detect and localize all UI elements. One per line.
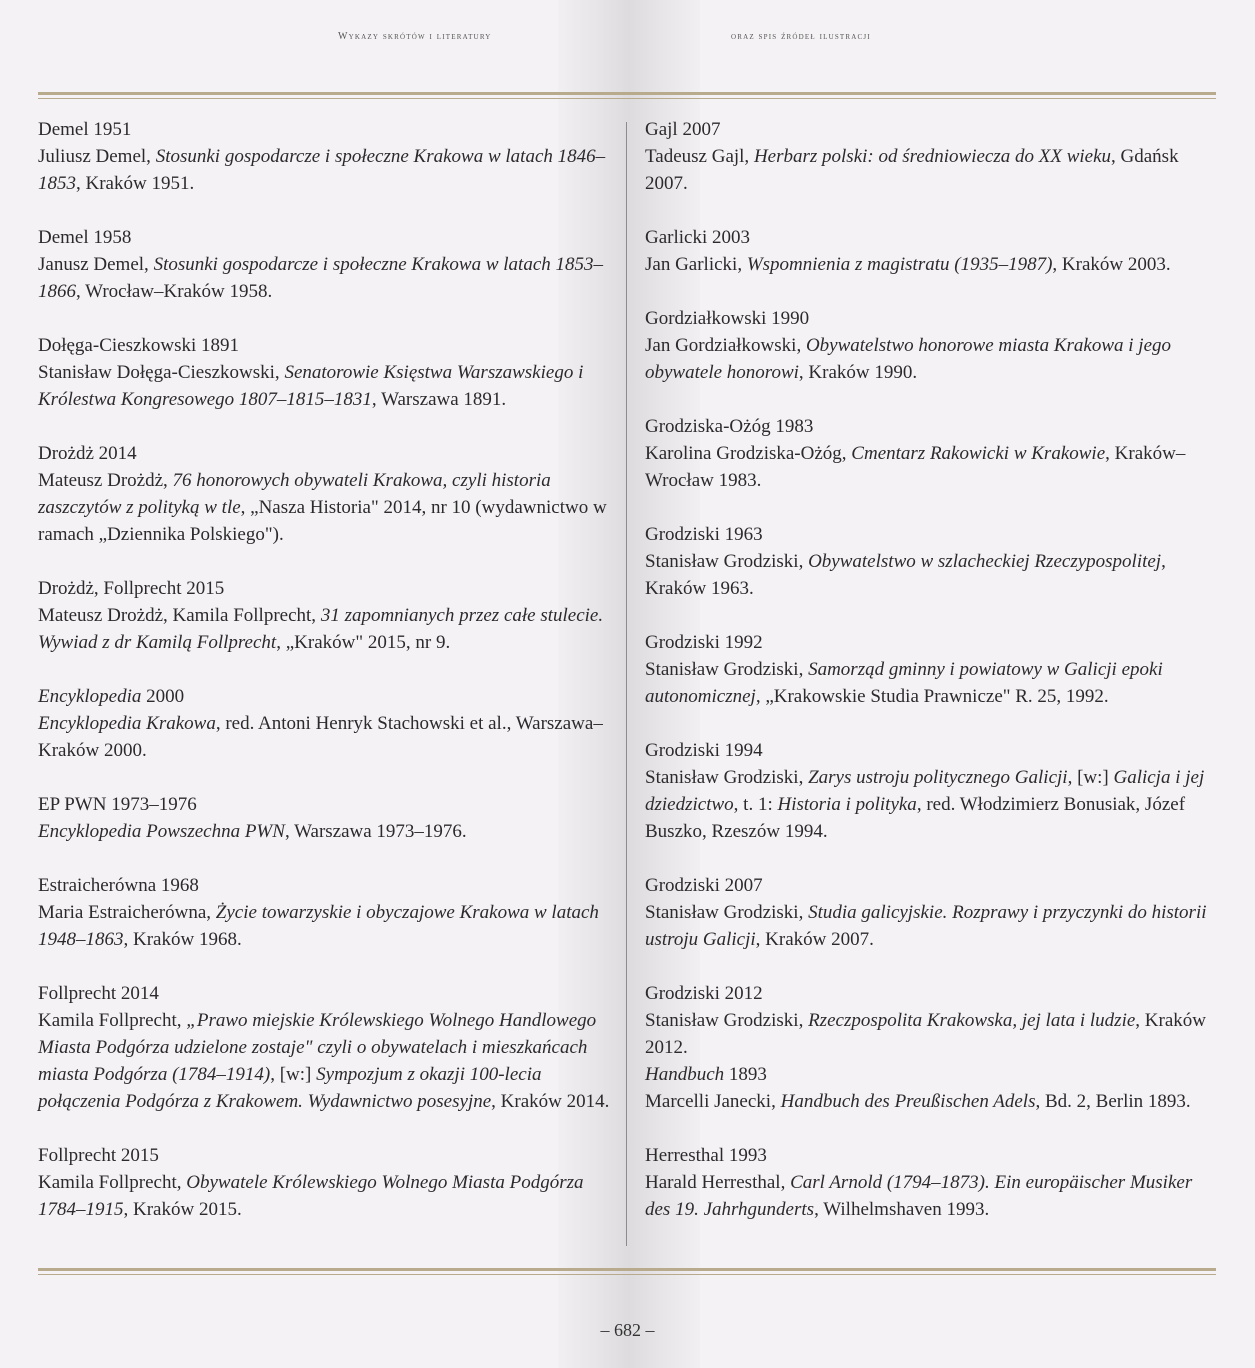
entry-reference — [38, 710, 613, 764]
italic-run: Herbarz polski: od średniowiecza do XX wieku — [753, 146, 1112, 167]
text-run: , Kraków 2015. — [123, 1199, 242, 1220]
text-run: , „Kraków" 2015, nr 9. — [276, 632, 451, 653]
bibliography-entry — [645, 980, 1213, 1061]
text-run: Grodziski 1992 — [645, 632, 763, 653]
text-run: , red. Antoni Henryk Stachowski et al., Warszawa–Kraków 2000. — [38, 713, 603, 761]
text-run: Drożdż 2014 — [38, 443, 137, 464]
italic-run: Senatorowie Księstwa Warszawskiego i Królestwa Kongresowego 1807–1815–1831 — [38, 362, 584, 410]
entry-key — [38, 683, 613, 710]
bibliography-entry — [645, 521, 1213, 602]
text-run: Dołęga-Cieszkowski 1891 — [38, 335, 240, 356]
entry-key — [645, 737, 1213, 764]
entry-key — [645, 305, 1213, 332]
entry-key — [645, 521, 1213, 548]
text-run: Follprecht 2015 — [38, 1145, 159, 1166]
text-run: , Kraków 2003. — [1052, 254, 1171, 275]
bibliography-entry — [38, 980, 613, 1115]
entry-reference — [645, 251, 1213, 278]
text-run: Stanisław Grodziski, — [645, 1010, 809, 1031]
italic-run: Stosunki gospodarcze i społeczne Krakowa w latach 1853–1866 — [38, 254, 604, 302]
text-run: , Warszawa 1973–1976. — [284, 821, 467, 842]
text-run: , Kraków–Wrocław 1983. — [645, 443, 1186, 491]
text-run: Stanisław Grodziski, — [645, 902, 809, 923]
text-run: Gordziałkowski 1990 — [645, 308, 810, 329]
entry-reference — [38, 143, 613, 197]
text-run: Karolina Grodziska-Ożóg, — [645, 443, 852, 464]
entry-key — [38, 791, 613, 818]
entry-key — [645, 1142, 1213, 1169]
text-run: , Kraków 1990. — [798, 362, 918, 383]
text-run: , Kraków 1968. — [123, 929, 242, 950]
entry-reference — [645, 332, 1213, 386]
entry-key — [38, 224, 613, 251]
bibliography-entry — [645, 1061, 1213, 1115]
entry-reference — [645, 1169, 1213, 1223]
text-run: Estraicherówna 1968 — [38, 875, 199, 896]
text-run: , Kraków 2012. — [645, 1010, 1206, 1058]
entry-reference — [38, 1007, 613, 1115]
entry-reference — [645, 440, 1213, 494]
bibliography-entry — [38, 116, 613, 197]
entry-key — [38, 980, 613, 1007]
entry-reference — [38, 818, 613, 845]
bibliography-entry — [645, 872, 1213, 953]
text-run: Janusz Demel, — [38, 254, 154, 275]
text-run: Follprecht 2014 — [38, 983, 159, 1004]
text-run: Juliusz Demel, — [38, 146, 156, 167]
text-run: Mateusz Drożdż, — [38, 470, 173, 491]
bibliography-entry — [645, 737, 1213, 845]
entry-key — [645, 116, 1213, 143]
italic-run: Obywatelstwo w szlacheckiej Rzeczypospolitej — [808, 551, 1162, 572]
entry-reference — [645, 656, 1213, 710]
bibliography-entry — [645, 413, 1213, 494]
text-run: Stanisław Grodziski, — [645, 659, 809, 680]
text-run: , Kraków 1963. — [645, 551, 1166, 599]
text-run: , [w:] — [1067, 767, 1114, 788]
entry-reference — [38, 1169, 613, 1223]
text-run: 1893 — [724, 1064, 767, 1085]
entry-key — [38, 440, 613, 467]
running-head-right: oraz spis źródeł ilustracji — [731, 31, 871, 42]
text-run: Demel 1951 — [38, 119, 132, 140]
entry-reference — [645, 899, 1213, 953]
italic-run: Rzeczpospolita Krakowska, jej lata i ludzie — [808, 1010, 1136, 1031]
text-run: Grodziski 1994 — [645, 740, 763, 761]
text-run: Grodziska-Ożóg 1983 — [645, 416, 814, 437]
bibliography-entry — [645, 116, 1213, 197]
entry-reference — [38, 467, 613, 548]
entry-key — [38, 116, 613, 143]
entry-reference — [645, 548, 1213, 602]
bibliography-entry — [38, 791, 613, 845]
italic-run: Zarys ustroju politycznego Galicji — [808, 767, 1068, 788]
bibliography-entry — [38, 1142, 613, 1223]
text-run: Tadeusz Gajl, — [645, 146, 754, 167]
bottom-rule — [38, 1268, 1216, 1275]
text-run: Gajl 2007 — [645, 119, 721, 140]
italic-run: Sympozjum z okazji 100-lecia połączenia Podgórza z Krakowem. Wydawnictwo posesyjne — [38, 1064, 542, 1112]
text-run: , Kraków 2014. — [491, 1091, 610, 1112]
entry-key — [38, 575, 613, 602]
entry-reference — [38, 359, 613, 413]
text-run: Garlicki 2003 — [645, 227, 751, 248]
text-run: Stanisław Dołęga-Cieszkowski, — [38, 362, 285, 383]
italic-run: Życie towarzyskie i obyczajowe Krakowa w latach 1948–1863 — [38, 902, 599, 950]
entry-key — [645, 980, 1213, 1007]
text-run: Herresthal 1993 — [645, 1145, 767, 1166]
italic-run: Stosunki gospodarcze i społeczne Krakowa w latach 1846–1853 — [38, 146, 606, 194]
text-run: , Wrocław–Kraków 1958. — [76, 281, 273, 302]
bibliography-entry — [38, 440, 613, 548]
text-run: Stanisław Grodziski, — [645, 551, 809, 572]
text-run: , [w:] — [270, 1064, 317, 1085]
italic-run: Encyklopedia — [38, 686, 142, 707]
bibliography-entry — [645, 629, 1213, 710]
entry-reference — [645, 1007, 1213, 1061]
text-run: , Kraków 2007. — [755, 929, 874, 950]
entry-reference — [38, 251, 613, 305]
italic-run: Obywatele Królewskiego Wolnego Miasta Podgórza 1784–1915 — [38, 1172, 584, 1220]
column-divider — [626, 122, 627, 1246]
text-run: , Wilhelmshaven 1993. — [814, 1199, 990, 1220]
italic-run: Historia i polityka — [777, 794, 917, 815]
text-run: Stanisław Grodziski, — [645, 767, 809, 788]
bibliography-entry — [38, 575, 613, 656]
entry-key — [645, 413, 1213, 440]
text-run: Grodziski 2012 — [645, 983, 763, 1004]
text-run: , „Nasza Historia" 2014, nr 10 (wydawnictwo w ramach „Dziennika Polskiego"). — [38, 497, 607, 545]
text-run: Marcelli Janecki, — [645, 1091, 781, 1112]
entry-reference — [38, 602, 613, 656]
text-run: Jan Gordziałkowski, — [645, 335, 806, 356]
text-run: , Warszawa 1891. — [371, 389, 507, 410]
text-run: , t. 1: — [733, 794, 778, 815]
bibliography-entry — [38, 872, 613, 953]
text-run: EP PWN 1973–1976 — [38, 794, 197, 815]
bibliography-entry — [645, 1142, 1213, 1223]
page-number: – 682 – — [600, 1320, 655, 1340]
italic-run: Samorząd gminny i powiatowy w Galicji epoki autonomicznej — [645, 659, 1163, 707]
text-run: Grodziski 1963 — [645, 524, 763, 545]
text-run: Maria Estraicherówna, — [38, 902, 216, 923]
italic-run: Handbuch — [645, 1064, 725, 1085]
text-run: Harald Herresthal, — [645, 1172, 791, 1193]
entry-key — [645, 224, 1213, 251]
running-head-left: Wykazy skrótów i literatury — [338, 31, 492, 42]
entry-key — [38, 1142, 613, 1169]
text-run: 2000 — [141, 686, 185, 707]
italic-run: Encyklopedia Powszechna PWN — [38, 821, 285, 842]
entry-key — [38, 332, 613, 359]
text-run: Demel 1958 — [38, 227, 132, 248]
text-run: , „Krakowskie Studia Prawnicze" R. 25, 1992. — [755, 686, 1109, 707]
bibliography-entry — [38, 224, 613, 305]
text-run: , Bd. 2, Berlin 1893. — [1035, 1091, 1191, 1112]
bibliography-entry — [645, 305, 1213, 386]
text-run: , red. Włodzimierz Bonusiak, Józef Buszko, Rzeszów 1994. — [645, 794, 1186, 842]
italic-run: Studia galicyjskie. Rozprawy i przyczynki do historii ustroju Galicji — [645, 902, 1207, 950]
bibliography-entry — [645, 224, 1213, 278]
text-run: Drożdż, Follprecht 2015 — [38, 578, 225, 599]
text-run: , Gdańsk 2007. — [645, 146, 1179, 194]
text-run: Grodziski 2007 — [645, 875, 763, 896]
text-run: Mateusz Drożdż, Kamila Follprecht, — [38, 605, 321, 626]
entry-key — [38, 872, 613, 899]
bibliography-entry — [38, 332, 613, 413]
entry-key — [645, 872, 1213, 899]
italic-run: Cmentarz Rakowicki w Krakowie — [851, 443, 1106, 464]
entry-key — [645, 1061, 1213, 1088]
italic-run: Handbuch des Preußischen Adels — [780, 1091, 1036, 1112]
entry-reference — [645, 764, 1213, 845]
italic-run: Encyklopedia Krakowa — [38, 713, 216, 734]
text-run: Jan Garlicki, — [645, 254, 747, 275]
italic-run: Obywatelstwo honorowe miasta Krakowa i jego obywatele honorowi — [645, 335, 1171, 383]
text-run: Kamila Follprecht, — [38, 1010, 187, 1031]
italic-run: Galicja i jej dziedzictwo — [645, 767, 1205, 815]
text-run: , Kraków 1951. — [76, 173, 195, 194]
entry-reference — [38, 899, 613, 953]
entry-key — [645, 629, 1213, 656]
italic-run: Wspomnienia z magistratu (1935–1987) — [746, 254, 1053, 275]
top-rule — [38, 92, 1216, 99]
italic-run: 31 zapomnianych przez całe stulecie. Wywiad z dr Kamilą Follprecht — [38, 605, 604, 653]
entry-reference — [645, 143, 1213, 197]
italic-run: Carl Arnold (1794–1873). Ein europäischer Musiker des 19. Jahrhgunderts — [645, 1172, 1193, 1220]
text-run: Kamila Follprecht, — [38, 1172, 187, 1193]
entry-reference — [645, 1088, 1213, 1115]
bibliography-entry — [38, 683, 613, 764]
italic-run: „Prawo miejskie Królewskiego Wolnego Handlowego Miasta Podgórza udzielone zostaje" czyli o obywatelach i mieszkańcach miasta Podgórza (1784–1914) — [38, 1010, 597, 1085]
italic-run: 76 honorowych obywateli Krakowa, czyli historia zaszczytów z polityką w tle — [38, 470, 551, 518]
